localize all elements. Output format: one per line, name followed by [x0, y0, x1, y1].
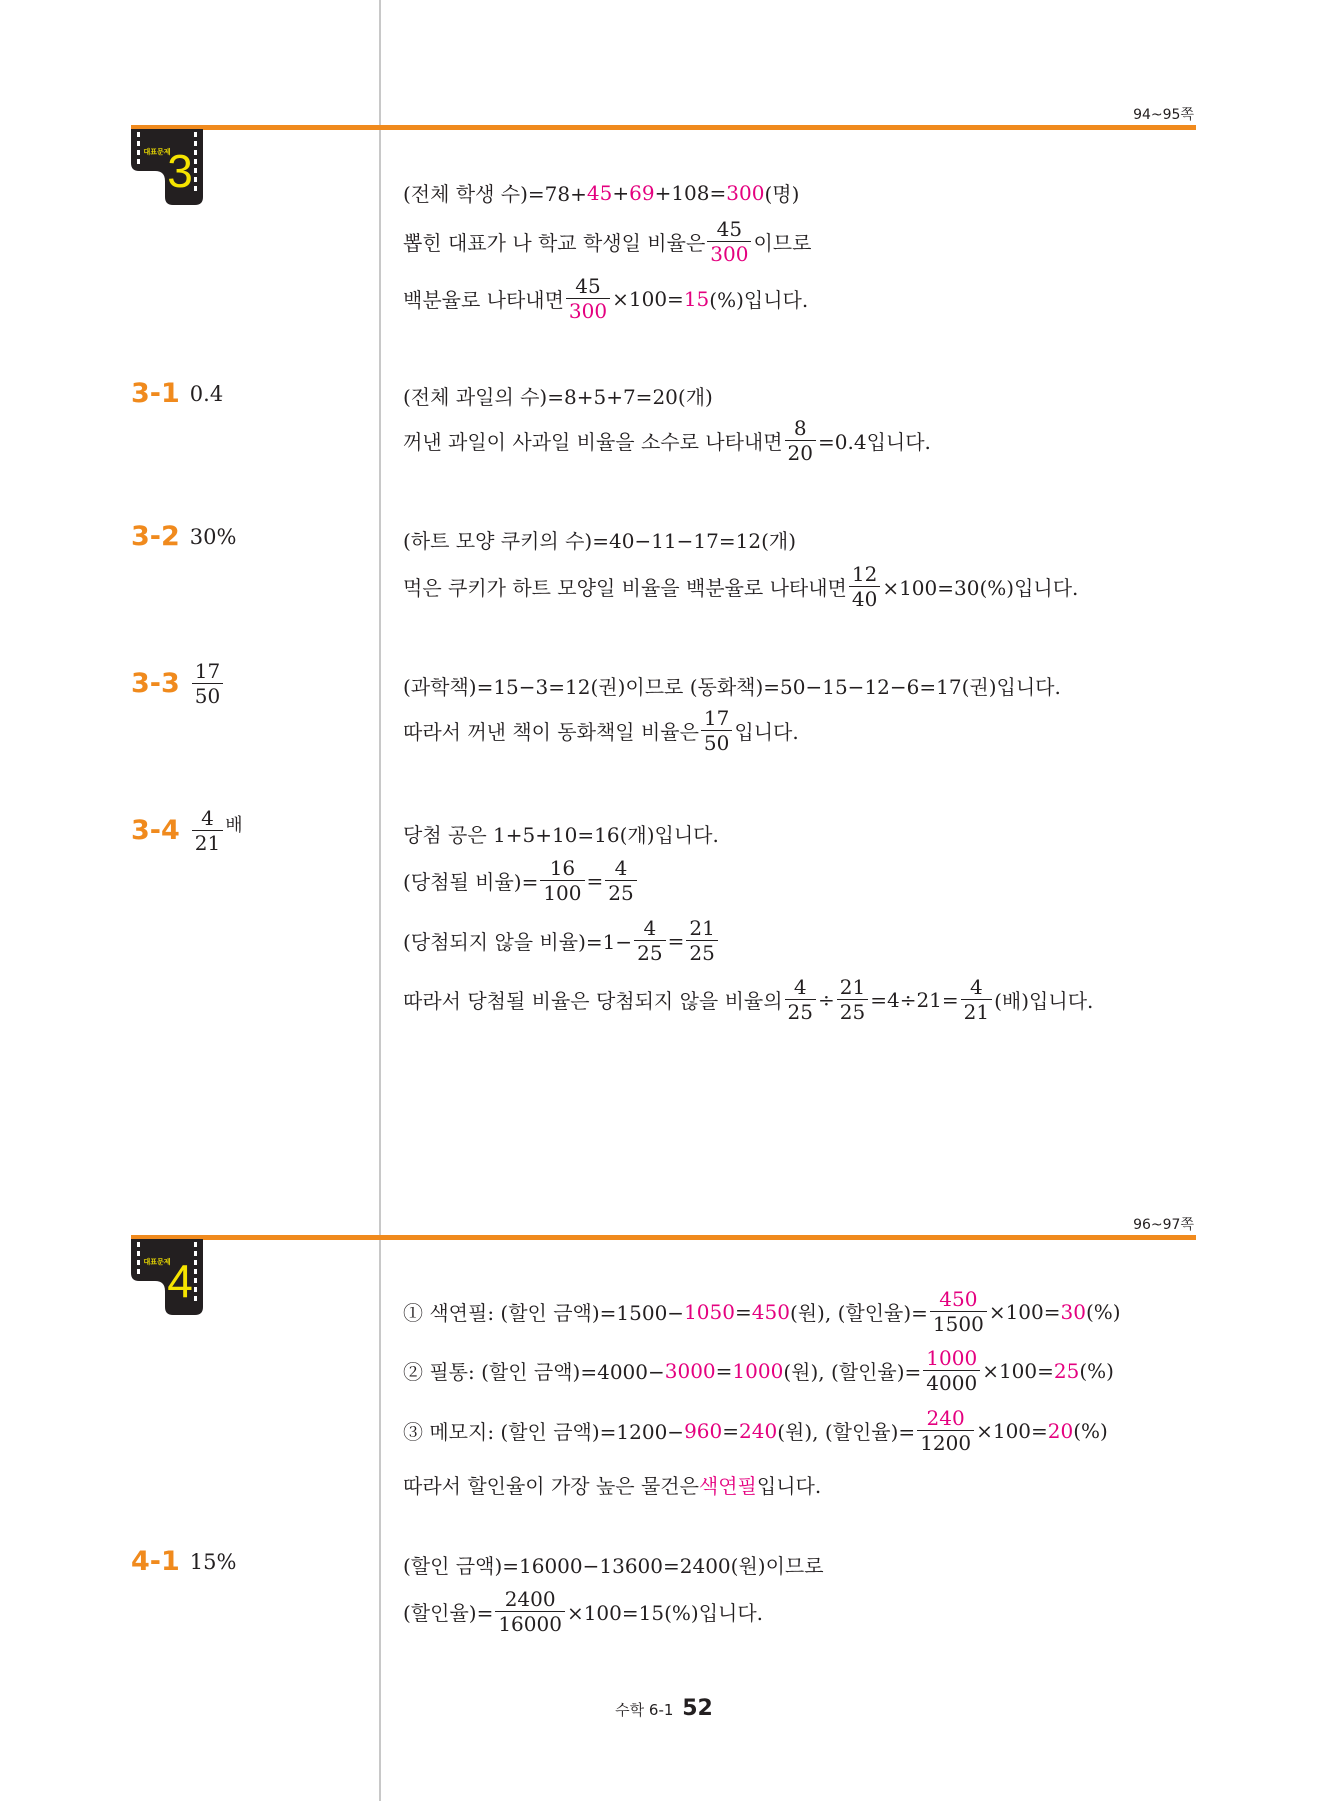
- solution-line: 따라서 할인율이 가장 높은 물건은 색연필 입니다.: [403, 1474, 822, 1498]
- solution-line: 뽑힌 대표가 나 학교 학생일 비율은 $\frac{45}{300}$ 이므로: [403, 217, 812, 266]
- solution-line: ③ 메모지: (할인 금액)=1200− 960 = 240 (원), (할인율)= $\frac{240}{1200}$ ×100= 20 (%): [403, 1406, 1108, 1455]
- fraction: $\frac{4}{21}$: [961, 976, 992, 1023]
- solution-line: (당첨되지 않을 비율)=1− $\frac{4}{25}$ = $\frac{21}{25}$: [403, 917, 720, 964]
- page-reference: 94~95쪽: [1133, 107, 1194, 123]
- answer-4-1: 4-1 15%: [131, 1546, 237, 1577]
- badge-label: 대표문제: [143, 148, 171, 156]
- solution-line: 먹은 쿠키가 하트 모양일 비율을 백분율로 나타내면 $\frac{12}{40}$ ×100=30(%)입니다.: [403, 562, 1079, 611]
- book-title: 수학 6-1: [615, 1701, 674, 1719]
- answer-3-4: 3-4 $\frac{4}{21}$ 배: [131, 806, 243, 855]
- solution-line: 꺼낸 과일이 사과일 비율을 소수로 나타내면 $\frac{8}{20}$ =0.4입니다.: [403, 416, 931, 465]
- solution-line: 백분율로 나타내면 $\frac{45}{300}$ ×100= 15 (%)입니다.: [403, 274, 809, 323]
- solution-line: (당첨될 비율)= $\frac{16}{100}$ = $\frac{4}{25}$: [403, 857, 639, 904]
- fraction: $\frac{1000}{4000}$: [923, 1347, 980, 1394]
- answer-3-1: 3-1 0.4: [131, 378, 224, 409]
- solution-line: ① 색연필: (할인 금액)=1500− 1050 = 450 (원), (할인율)= $\frac{450}{1500}$ ×100= 30 (%): [403, 1287, 1121, 1336]
- fraction: $\frac{17}{50}$: [701, 707, 732, 754]
- fraction: $\frac{8}{20}$: [785, 417, 816, 464]
- fraction: $\frac{450}{1500}$: [930, 1288, 987, 1335]
- fraction: $\frac{4}{25}$: [785, 976, 816, 1023]
- page-number: 52: [682, 1696, 713, 1721]
- fraction: $\frac{16}{100}$: [540, 857, 584, 904]
- fraction: $\frac{2400}{16000}$: [495, 1588, 565, 1635]
- representative-problem-4-badge: [131, 1239, 203, 1315]
- fraction: $\frac{45}{300}$: [707, 218, 751, 265]
- fraction: $\frac{4}{25}$: [605, 857, 636, 904]
- solution-line: ② 필통: (할인 금액)=4000− 3000 = 1000 (원), (할인율)= $\frac{1000}{4000}$ ×100= 25 (%): [403, 1346, 1114, 1395]
- answer-fraction: $\frac{4}{21}$: [192, 807, 223, 854]
- fraction: $\frac{12}{40}$: [849, 563, 880, 610]
- solution-line: 따라서 당첨될 비율은 당첨되지 않을 비율의 $\frac{4}{25}$ ÷ $\frac{21}{25}$ =4÷21= $\frac{4}{21}$ (배)입니다.: [403, 975, 1094, 1024]
- answer-fraction: $\frac{17}{50}$: [192, 660, 223, 707]
- fraction: $\frac{240}{1200}$: [917, 1407, 974, 1454]
- answer-3-2: 3-2 30%: [131, 521, 237, 552]
- fraction: $\frac{45}{300}$: [566, 275, 610, 322]
- section-rule: [131, 125, 1196, 130]
- section-rule: [131, 1235, 1196, 1240]
- solution-line: 따라서 꺼낸 책이 동화책일 비율은 $\frac{17}{50}$ 입니다.: [403, 706, 799, 755]
- badge-number: 3: [167, 145, 193, 197]
- representative-problem-3-badge: [131, 129, 203, 205]
- fraction: $\frac{4}{25}$: [634, 917, 665, 964]
- badge-label: 대표문제: [143, 1258, 171, 1266]
- answer-3-3: 3-3 $\frac{17}{50}$: [131, 660, 225, 707]
- column-divider: [379, 0, 381, 1801]
- fraction: $\frac{21}{25}$: [837, 976, 868, 1023]
- page-reference: 96~97쪽: [1133, 1217, 1194, 1233]
- page-footer: [0, 1696, 1328, 1721]
- solution-line: (할인율)= $\frac{2400}{16000}$ ×100=15(%)입니다.: [403, 1587, 764, 1636]
- solution-line: (전체 학생 수)=78+ 45 + 69 +108= 300 (명): [403, 180, 800, 206]
- badge-number: 4: [167, 1255, 193, 1307]
- fraction: $\frac{21}{25}$: [686, 917, 717, 964]
